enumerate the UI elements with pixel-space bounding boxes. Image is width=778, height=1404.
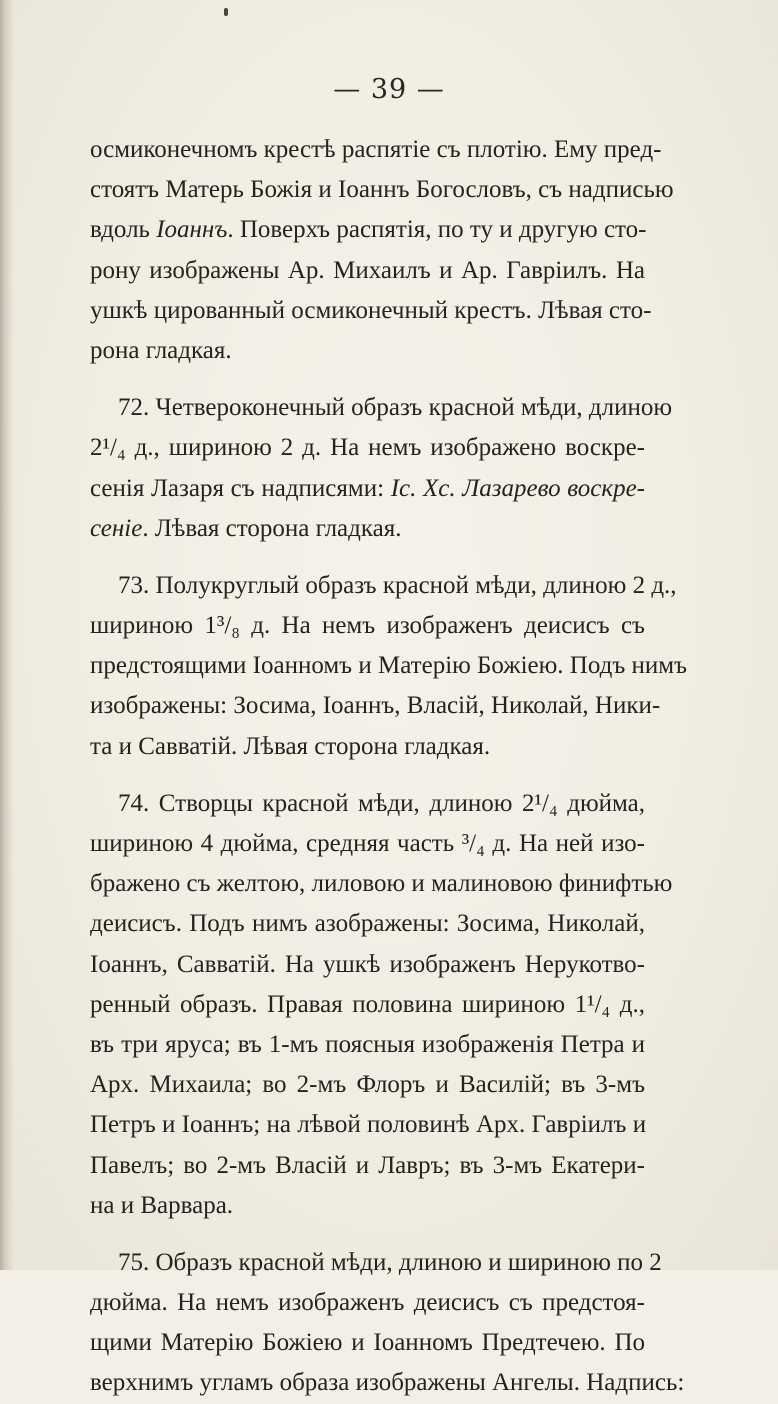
text-run: предстоящими Іоанномъ и Матерію Божіею. Подъ нимъ [90, 652, 688, 680]
ink-mark [224, 8, 228, 16]
text-run: Іоаннъ, Савватій. На ушкѣ изображенъ Нерукотво- [90, 950, 645, 978]
catalog-entry [90, 1243, 685, 1404]
text-line [90, 784, 645, 824]
text-run: рона гладкая. [90, 336, 232, 364]
text-line [90, 1243, 662, 1283]
italic-run: Іоаннъ [156, 216, 228, 244]
text-line [90, 331, 645, 371]
text-run: стоятъ Матерь Божія и Іоаннъ Богословъ, съ надписью [90, 176, 674, 204]
text-line [90, 170, 674, 210]
text-run: 74. Створцы красной мѣди, длиною 2¹/₄ дюйма, [118, 789, 645, 817]
paragraph-continued [90, 130, 674, 371]
italic-run: сеніе [90, 514, 143, 542]
text-line [90, 1065, 645, 1105]
text-run: шириною 1³/₈ д. На немъ изображенъ деисисъ съ [90, 612, 645, 640]
text-line [90, 1025, 645, 1065]
text-run: осмиконечномъ крестѣ распятіе съ плотію. Ему пред- [90, 136, 662, 163]
text-line [90, 1363, 685, 1403]
paragraph-gap [90, 549, 645, 566]
text-run: дюйма. На немъ изображенъ деисисъ съ предстоя- [90, 1289, 645, 1317]
text-line [90, 1323, 645, 1363]
text-run: Арх. Михаила; во 2-мъ Флоръ и Василій; въ 3-мъ [90, 1071, 645, 1099]
text-run: 75. Образъ красной мѣди, длиною и шириною по 2 [118, 1248, 662, 1276]
text-line [90, 291, 652, 331]
text-line [90, 904, 645, 944]
text-line [90, 251, 645, 291]
italic-run: Іс. Хс. Лазарево воскре- [390, 474, 646, 502]
text-line [90, 210, 645, 250]
text-run: шириною 4 дюйма, средняя часть ³/₄ д. На ней изо- [90, 830, 645, 857]
text-run: Павелъ; во 2-мъ Власій и Лавръ; въ 3-мъ Екатери- [90, 1151, 645, 1179]
text-run: та и Савватій. Лѣвая сторона гладкая. [90, 732, 491, 760]
text-run: сенія Лазаря съ надписями: [90, 474, 391, 502]
text-run: 72. Четвероконечный образъ красной мѣди, длиною [118, 394, 673, 422]
text-line [90, 824, 645, 864]
text-run: . Лѣвая сторона гладкая. [142, 514, 402, 542]
page-text [90, 130, 688, 1404]
page-number: — 39 — [333, 74, 445, 105]
text-line [90, 566, 677, 606]
text-run: Петръ и Іоаннъ; на лѣвой половинѣ Арх. Гавріилъ и [90, 1111, 647, 1139]
text-run: на и Варвара. [90, 1191, 234, 1219]
text-run: изображены: Зосима, Іоаннъ, Власій, Николай, Ники- [90, 692, 661, 720]
text-line [90, 1105, 645, 1145]
text-line [90, 1186, 645, 1226]
text-line [90, 646, 688, 686]
paragraph-gap [90, 371, 645, 388]
text-line [90, 985, 645, 1025]
text-line [90, 864, 673, 904]
text-run: 73. Полукруглый образъ красной мѣди, длиною 2 д., [118, 571, 677, 599]
text-run: . Поверхъ распятія, по ту и другую сто- [227, 216, 647, 244]
text-run: ушкѣ цированный осмиконечный крестъ. Лѣвая сто- [90, 296, 652, 324]
text-line [90, 606, 645, 646]
text-run: бражено съ желтою, лиловою и малиновою финифтью [90, 870, 673, 898]
text-line [90, 727, 645, 767]
paragraph-gap [90, 1226, 645, 1243]
text-line [90, 388, 673, 428]
text-line [90, 428, 645, 468]
catalog-entry [90, 388, 673, 549]
paragraph-gap [90, 767, 645, 784]
text-line [90, 686, 661, 726]
catalog-entry [90, 566, 688, 767]
text-line [90, 130, 662, 170]
text-line [90, 1146, 645, 1186]
text-run: въ три яруса; въ 1-мъ поясныя изображенія Петра и [90, 1030, 645, 1058]
text-run: верхнимъ угламъ образа изображены Ангелы. Надпись: [90, 1369, 685, 1397]
text-run: вдоль [90, 216, 157, 244]
text-run: ренный образъ. Правая половина шириною 1¹/₄ д., [90, 990, 645, 1018]
text-run: щими Матерію Божіею и Іоанномъ Предтечею. По [90, 1329, 645, 1357]
text-line [90, 945, 645, 985]
text-line [90, 1283, 645, 1323]
text-line [90, 469, 645, 509]
text-run: 2¹/₄ д., шириною 2 д. На немъ изображено воскре- [90, 434, 645, 462]
text-line [90, 509, 645, 549]
binding-shadow [0, 0, 14, 1270]
text-run: рону изображены Ар. Михаилъ и Ар. Гавріилъ. На [90, 256, 645, 284]
text-run: деисисъ. Подъ нимъ азображены: Зосима, Николай, [90, 910, 645, 938]
catalog-entry [90, 784, 673, 1226]
